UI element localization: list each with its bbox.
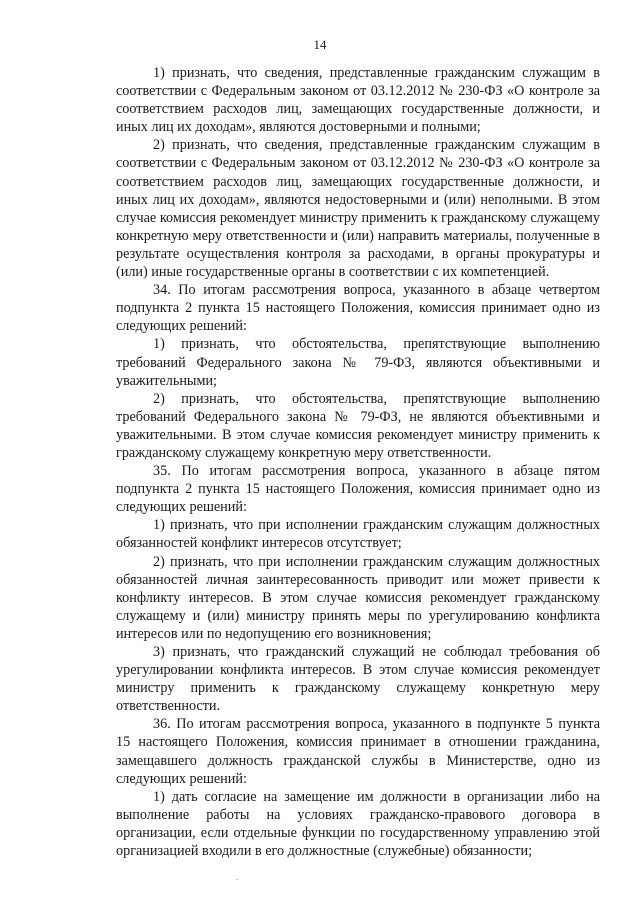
paragraph-35-item-1: 1) признать, что при исполнении гражданским служащим должностных обязанностей конфликт интересов отсутствует; [116,517,600,552]
paragraph-35-item-3: 3) признать, что гражданский служащий не соблюдал требования об урегулировании конфликта интересов. В этом случае комиссия рекомендует министру применить к гражданскому служащему конкретную меру ответственности. [116,644,600,715]
paragraph-35-item-2: 2) признать, что при исполнении гражданским служащим должностных обязанностей личная заинтересованность приводит или может привести к конфликту интересов. В этом случае комиссия рекомендует гражданскому служащему и (или) министру принять меры по урегулированию конфликта интересов или по недопущению его возникновения; [116,553,600,642]
scan-speck [236,879,238,880]
document-body [116,64,600,860]
paragraph-33-item-1: 1) признать, что сведения, представленные гражданским служащим в соответствии с Федеральным законом от 03.12.2012 № 230-ФЗ «О контроле за соответствием расходов лиц, замещающих государственные должности, и иных лиц их доходам», являются достоверными и полными; [116,65,600,136]
paragraph-34-item-1: 1) признать, что обстоятельства, препятствующие выполнению требований Федерального закона № 79-ФЗ, являются объективными и уважительными; [116,336,600,389]
paragraph-35: 35. По итогам рассмотрения вопроса, указанного в абзаце пятом подпункта 2 пункта 15 настоящего Положения, комиссия принимает одно из следующих решений: [116,463,600,516]
paragraph-34-item-2: 2) признать, что обстоятельства, препятствующие выполнению требований Федерального закона № 79-ФЗ, не являются объективными и уважительными. В этом случае комиссия рекомендует министру применить к гражданскому служащему конкретную меру ответственности. [116,390,600,461]
paragraph-33-item-2: 2) признать, что сведения, представленные гражданским служащим в соответствии с Федеральным законом от 03.12.2012 № 230-ФЗ «О контроле за соответствием расходов лиц, замещающих государственные должности, и иных лиц их доходам», являются недостоверными и (или) неполными. В этом случае комиссия рекомендует министру применить к гражданскому служащему конкретную меру ответственности и (или) направить материалы, полученные в результате осуществления контроля за расходами, в органы прокуратуры и (или) иные государственные органы в соответствии с их компетенцией. [116,137,600,281]
paragraph-36: 36. По итогам рассмотрения вопроса, указанного в подпункте 5 пункта 15 настоящего Положения, комиссия принимает в отношении гражданина, замещавшего должность гражданской службы в Министерстве, одно из следующих решений: [116,716,600,787]
paragraph-36-item-1: 1) дать согласие на замещение им должности в организации либо на выполнение работы на условиях гражданско-правового договора в организации, если отдельные функции по государственному управлению этой организацией входили в его должностные (служебные) обязанности; [116,788,600,860]
page-number: 14 [313,37,327,52]
paragraph-34: 34. По итогам рассмотрения вопроса, указанного в абзаце четвертом подпункта 2 пункта 15 настоящего Положения, комиссия принимает одно из следующих решений: [116,282,600,335]
